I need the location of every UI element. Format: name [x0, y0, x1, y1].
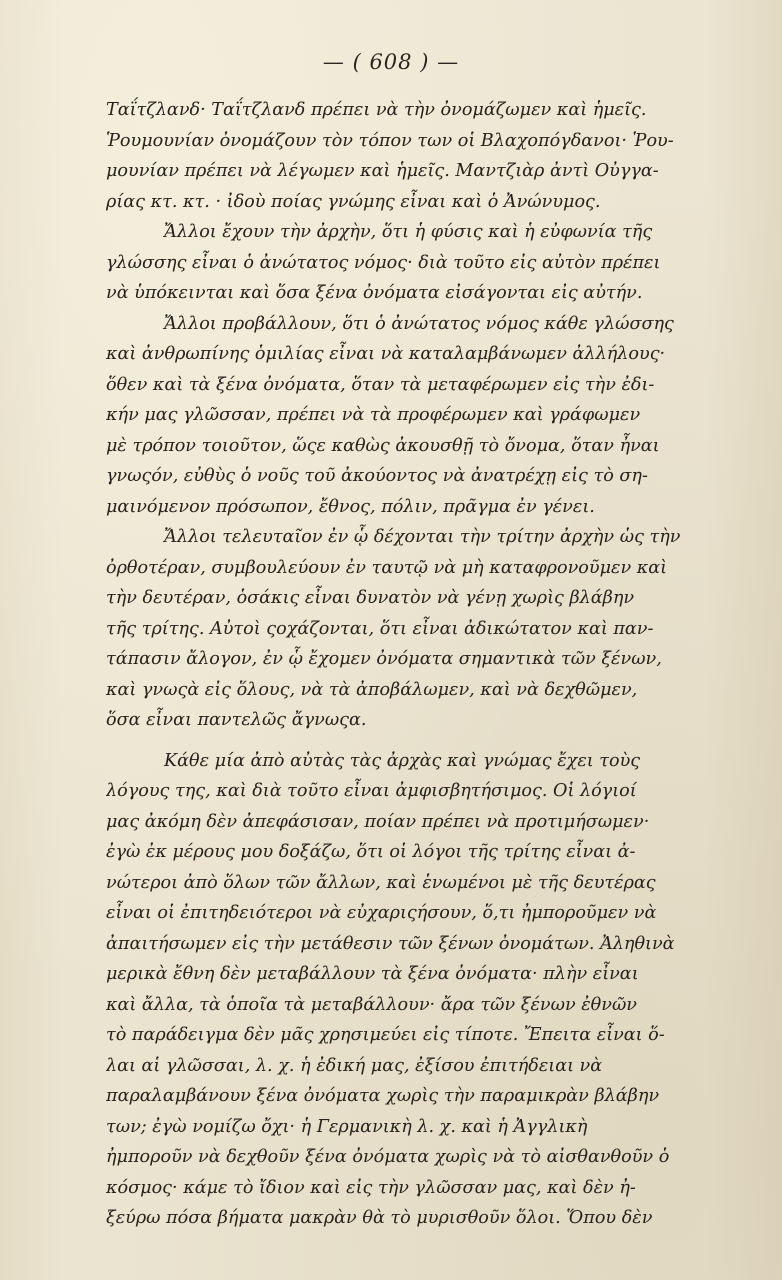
text-line: ρίας κτ. κτ. · ἰδοὺ ποίας γνώμης εἶναι καὶ ὁ Ἀνώνυμος.: [106, 191, 601, 212]
text-line: κήν μας γλῶσσαν, πρέπει νὰ τὰ προφέρωμεν καὶ γράφωμεν: [106, 405, 641, 425]
text-line: ὅσα εἶναι παντελῶς ἄγνωςα.: [106, 710, 367, 730]
text-line: ὀρθοτέραν, συμβουλεύουν ἐν ταυτῷ νὰ μὴ καταφρονοῦμεν καὶ: [106, 557, 668, 578]
text-line: Ταΐτζλανδ· Ταΐτζλανδ πρέπει νὰ τὴν ὀνομάζωμεν καὶ ἡμεῖς.: [106, 100, 647, 120]
text-line: ὅθεν καὶ τὰ ξένα ὀνόματα, ὅταν τὰ μεταφέρωμεν εἰς τὴν ἐδι-: [106, 374, 655, 395]
text-line: μὲ τρόπον τοιοῦτον, ὥςε καθὼς ἀκουσθῇ τὸ ὄνομα, ὅταν ἦναι: [106, 435, 660, 456]
paragraph-gap: [106, 736, 740, 746]
text-line: λαι αἱ γλῶσσαι, λ. χ. ἡ ἐδική μας, ἐξίσου ἐπιτήδειαι νὰ: [106, 1055, 603, 1076]
text-line: παραλαμβάνουν ξένα ὀνόματα χωρὶς τὴν παραμικρὰν βλάβην: [106, 1086, 660, 1106]
text-line: τὴν δευτέραν, ὁσάκις εἶναι δυνατὸν νὰ γένῃ χωρὶς βλάβην: [106, 588, 635, 608]
text-line: Κάθε μία ἀπὸ αὐτὰς τὰς ἀρχὰς καὶ γνώμας ἔχει τοὺς: [164, 750, 641, 771]
text-line: μας ἀκόμη δὲν ἀπεφάσισαν, ποίαν πρέπει νὰ προτιμήσωμεν·: [106, 811, 650, 832]
text-line: γλώσσης εἶναι ὁ ἀνώτατος νόμος· διὰ τοῦτο εἰς αὐτὸν πρέπει: [106, 252, 661, 273]
text-line: Ῥουμουνίαν ὀνομάζουν τὸν τόπον των οἱ Βλαχοπόγδανοι· Ῥου-: [106, 130, 674, 151]
text-line: των; ἐγὼ νομίζω ὄχι· ἡ Γερμανικὴ λ. χ. καὶ ἡ Ἀγγλικὴ: [106, 1116, 588, 1137]
text-line: μαινόμενον πρόσωπον, ἔθνος, πόλιν, πρᾶγμα ἐν γένει.: [106, 496, 595, 517]
text-line: νώτεροι ἀπὸ ὅλων τῶν ἄλλων, καὶ ἑνωμένοι μὲ τῆς δευτέρας: [106, 872, 656, 893]
text-line: γνωςόν, εὐθὺς ὁ νοῦς τοῦ ἀκούοντος νὰ ἀνατρέχῃ εἰς τὸ ση-: [106, 466, 648, 486]
text-line: τῆς τρίτης. Αὐτοὶ ςοχάζονται, ὅτι εἶναι ἀδικώτατον καὶ παν-: [106, 618, 654, 639]
text-line: εἶναι οἱ ἐπιτηδειότεροι νὰ εὐχαριςήσουν, ὅ,τι ἠμποροῦμεν νὰ: [106, 903, 657, 923]
text-line: νὰ ὑπόκεινται καὶ ὅσα ξένα ὀνόματα εἰσάγονται εἰς αὐτήν.: [106, 283, 643, 303]
text-line: ἀπαιτήσωμεν εἰς τὴν μετάθεσιν τῶν ξένων ὀνομάτων. Ἀληθινὰ: [106, 933, 675, 954]
text-line: ἠμποροῦν νὰ δεχθοῦν ξένα ὀνόματα χωρὶς νὰ τὸ αἰσθανθοῦν ὁ: [106, 1147, 670, 1167]
text-line: καὶ γνωςὰ εἰς ὅλους, νὰ τὰ ἀποβάλωμεν, καὶ νὰ δεχθῶμεν,: [106, 679, 638, 700]
text-line: κόσμος· κάμε τὸ ἴδιον καὶ εἰς τὴν γλῶσσαν μας, καὶ δὲν ἠ-: [106, 1177, 636, 1198]
text-line: Ἄλλοι τελευταῖον ἐν ᾧ δέχονται τὴν τρίτην ἀρχὴν ὡς τὴν: [164, 527, 681, 547]
text-line: καὶ ἀνθρωπίνης ὁμιλίας εἶναι νὰ καταλαμβάνωμεν ἀλλήλους·: [106, 344, 666, 364]
text-line: καὶ ἄλλα, τὰ ὁποῖα τὰ μεταβάλλουν· ἄρα τῶν ξένων ἐθνῶν: [106, 994, 637, 1015]
text-line: λόγους της, καὶ διὰ τοῦτο εἶναι ἀμφισβητήσιμος. Οἱ λόγιοί: [106, 781, 637, 801]
page-number-header: — ( 608 ) —: [322, 50, 460, 74]
text-line: Ἄλλοι προβάλλουν, ὅτι ὁ ἀνώτατος νόμος κάθε γλώσσης: [164, 313, 674, 334]
text-line: Ἄλλοι ἔχουν τὴν ἀρχὴν, ὅτι ἡ φύσις καὶ ἡ εὐφωνία τῆς: [164, 222, 653, 242]
text-line: μουνίαν πρέπει νὰ λέγωμεν καὶ ἡμεῖς. Μαντζιὰρ ἀντὶ Οὐγγα-: [106, 161, 659, 181]
text-line: ξεύρω πόσα βήματα μακρὰν θὰ τὸ μυρισθοῦν ὅλοι. Ὅπου δὲν: [106, 1208, 653, 1228]
body-text: [106, 95, 740, 1234]
text-line: τάπασιν ἄλογον, ἐν ᾧ ἔχομεν ὀνόματα σημαντικὰ τῶν ξένων,: [106, 649, 662, 669]
text-line: τὸ παράδειγμα δὲν μᾶς χρησιμεύει εἰς τίποτε. Ἔπειτα εἶναι ὅ-: [106, 1025, 665, 1045]
text-line: ἐγὼ ἐκ μέρους μου δοξάζω, ὅτι οἱ λόγοι τῆς τρίτης εἶναι ἀ-: [106, 842, 636, 862]
text-line: μερικὰ ἔθνη δὲν μεταβάλλουν τὰ ξένα ὀνόματα· πλὴν εἶναι: [106, 964, 639, 984]
